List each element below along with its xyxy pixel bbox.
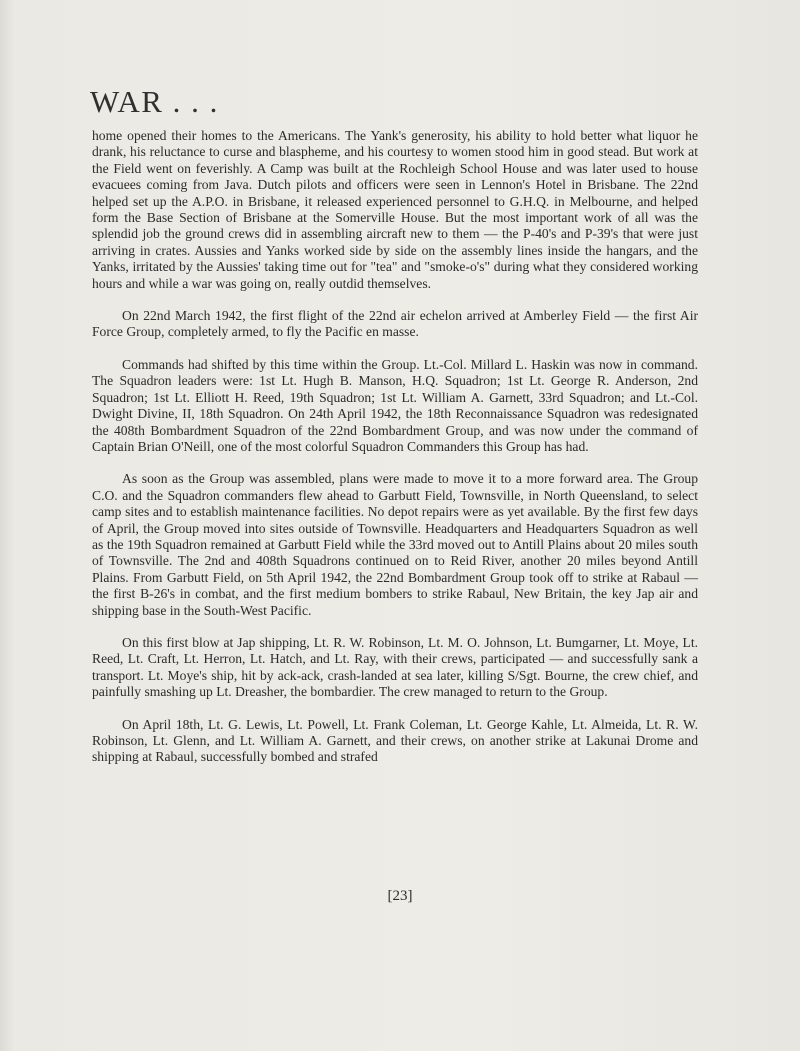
paragraph-1: home opened their homes to the Americans. The Yank's generosity, his ability to hold better what liquor he drank, his reluctance to curse and blaspheme, and his courtesy to women stood him in good stead. But work at the Field went on feverishly. A Camp was built at the Rochleigh School House and was later used to house evacuees coming from Java. Dutch pilots and officers were seen in Lennon's Hotel in Brisbane. The 22nd helped set up the A.P.O. in Brisbane, it released experienced personnel to G.H.Q. in Melbourne, and helped form the Base Section of Brisbane at the Somerville House. But the most important work of all was the splendid job the ground crews did in assembling aircraft new to them — the P-40's and P-39's that were just arriving in crates. Aussies and Yanks worked side by side on the assembly lines inside the hangars, and the Yanks, irritated by the Aussies' taking time out for "tea" and "smoke-o's" during what they considered working hours and while a war was going on, really outdid themselves. [92,128,698,291]
paragraph-6: On April 18th, Lt. G. Lewis, Lt. Powell, Lt. Frank Coleman, Lt. George Kahle, Lt. Almeida, Lt. R. W. Robinson, Lt. Glenn, and Lt. William A. Garnett, and their crews, on another strike at Lakunai Drome and shipping at Rabaul, successfully bombed and strafed [92,716,698,765]
paragraph-2: On 22nd March 1942, the first flight of the 22nd air echelon arrived at Amberley Field — the first Air Force Group, completely armed, to fly the Pacific en masse. [92,308,698,340]
paragraph-4: As soon as the Group was assembled, plans were made to move it to a more forward area. The Group C.O. and the Squadron commanders flew ahead to Garbutt Field, Townsville, in North Queensland, to select camp sites and to establish maintenance facilities. No depot repairs were as yet available. By the first few days of April, the Group moved into sites outside of Townsville. Headquarters and Headquarters Squadron as well as the 19th Squadron remained at Garbutt Field while the 33rd moved out to Antill Plains about 20 miles south of Townsville. The 2nd and 408th Squadrons continued on to Reid River, another 20 miles beyond Antill Plains. From Garbutt Field, on 5th April 1942, the 22nd Bombardment Group took off to strike at Rabaul — the first B-26's in combat, and the first medium bombers to strike Rabaul, New Britain, the key Jap air and shipping base in the South-West Pacific. [92,471,698,618]
page-number: [23] [387,888,413,904]
paragraph-3: Commands had shifted by this time within the Group. Lt.-Col. Millard L. Haskin was now in command. The Squadron leaders were: 1st Lt. Hugh B. Manson, H.Q. Squadron; 1st Lt. George R. Anderson, 2nd Squadron; 1st Lt. Elliott H. Reed, 19th Squadron; 1st Lt. William A. Garnett, 33rd Squadron; and Lt.-Col. Dwight Divine, II, 18th Squadron. On 24th April 1942, the 18th Reconnaissance Squadron was redesignated the 408th Bombardment Squadron of the 22nd Bombardment Group, and was now under the command of Captain Brian O'Neill, one of the most colorful Squadron Commanders this Group has had. [92,356,698,454]
page-heading: WAR . . . [90,84,219,119]
body-text [92,128,698,782]
paragraph-5: On this first blow at Jap shipping, Lt. R. W. Robinson, Lt. M. O. Johnson, Lt. Bumgarner, Lt. Moye, Lt. Reed, Lt. Craft, Lt. Herron, Lt. Hatch, and Lt. Ray, with their crews, participated — and successfully sank a transport. Lt. Moye's ship, hit by ack-ack, crash-landed at sea later, killing S/Sgt. Bourne, the crew chief, and painfully smashing up Lt. Dreasher, the bombardier. The crew managed to return to the Group. [92,634,698,700]
